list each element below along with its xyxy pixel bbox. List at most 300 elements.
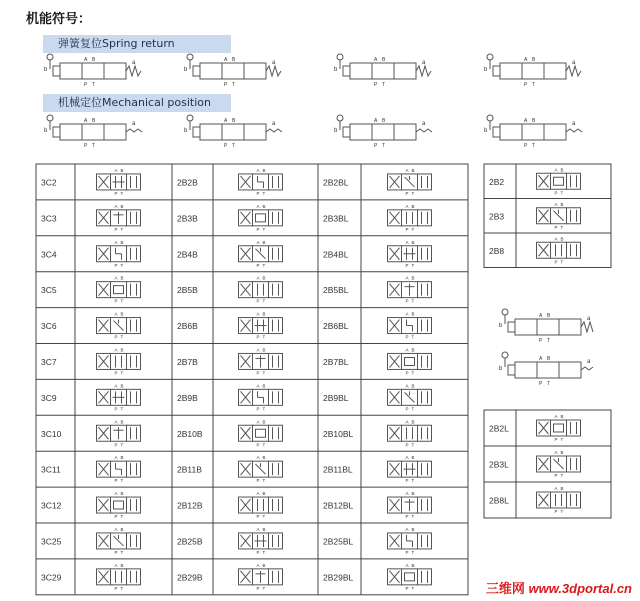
port-label-a: A bbox=[256, 419, 260, 425]
port-label-a: A bbox=[539, 356, 543, 362]
port-label-a: A bbox=[114, 419, 118, 425]
port-label-p: P bbox=[114, 478, 118, 484]
port-label-p: P bbox=[224, 143, 228, 149]
port-label-p: P bbox=[405, 262, 409, 268]
valve-function-symbol bbox=[97, 353, 141, 369]
solenoid-coil-icon bbox=[47, 54, 53, 60]
valve-box-center bbox=[111, 282, 127, 298]
valve-box-right bbox=[127, 497, 141, 513]
valve-position-box bbox=[559, 319, 581, 335]
actuator-box bbox=[193, 127, 200, 137]
model-code: 2B6B bbox=[177, 321, 198, 332]
port-label-t: T bbox=[411, 406, 415, 412]
port-label-t: T bbox=[411, 262, 415, 268]
port-label-a: A bbox=[554, 201, 558, 207]
port-label-b: B bbox=[560, 450, 564, 455]
valve-box-right bbox=[269, 569, 283, 585]
port-label-b: B bbox=[120, 239, 124, 245]
port-label-p: P bbox=[114, 190, 118, 196]
port-label-p: P bbox=[554, 473, 558, 478]
valve-box-right bbox=[269, 174, 283, 190]
port-label-a: A bbox=[114, 526, 118, 532]
watermark-url: www.3dportal.cn bbox=[528, 581, 632, 596]
port-label-t: T bbox=[92, 82, 96, 88]
port-label-p: P bbox=[114, 442, 118, 448]
port-label-p: P bbox=[256, 370, 260, 376]
solenoid-label-a: a bbox=[587, 316, 591, 322]
port-label-p: P bbox=[405, 442, 409, 448]
valve-position-box bbox=[60, 63, 82, 79]
model-code: 3C4 bbox=[41, 249, 57, 260]
model-code: 2B12BL bbox=[323, 500, 354, 511]
port-label-a: A bbox=[84, 118, 88, 124]
port-label-t: T bbox=[560, 509, 564, 514]
port-label-p: P bbox=[114, 334, 118, 340]
port-label-b: B bbox=[411, 419, 415, 425]
valve-function-symbol bbox=[239, 533, 283, 549]
valve-box-right bbox=[127, 282, 141, 298]
valve-position-box bbox=[104, 63, 126, 79]
port-label-a: A bbox=[114, 347, 118, 353]
valve-function-symbol bbox=[537, 208, 581, 224]
port-label-p: P bbox=[256, 585, 260, 591]
port-label-b: B bbox=[411, 347, 415, 353]
actuator-box bbox=[508, 365, 515, 375]
port-label-t: T bbox=[532, 143, 536, 149]
valve-function-symbol bbox=[388, 174, 432, 190]
port-label-a: A bbox=[405, 526, 409, 532]
port-label-t: T bbox=[411, 514, 415, 520]
port-label-t: T bbox=[411, 298, 415, 304]
port-label-t: T bbox=[120, 334, 124, 340]
port-label-b: B bbox=[547, 313, 551, 319]
solenoid-label-b: b bbox=[499, 323, 503, 329]
valve-position-box bbox=[372, 124, 394, 140]
valve-position-box bbox=[394, 63, 416, 79]
port-label-b: B bbox=[262, 526, 266, 532]
port-label-t: T bbox=[532, 82, 536, 88]
valve-position-box bbox=[537, 319, 559, 335]
port-label-t: T bbox=[120, 406, 124, 412]
valve-box-right bbox=[127, 533, 141, 549]
detent-icon bbox=[266, 129, 282, 132]
model-code: 2B7BL bbox=[323, 356, 349, 367]
valve-position-box bbox=[372, 63, 394, 79]
valve-box-right bbox=[127, 389, 141, 405]
port-label-a: A bbox=[554, 414, 558, 419]
port-label-p: P bbox=[554, 224, 558, 230]
model-code: 2B25BL bbox=[323, 536, 354, 547]
solenoid-coil-icon bbox=[47, 115, 53, 121]
model-code: 2B5BL bbox=[323, 285, 349, 296]
valve-position-box bbox=[350, 124, 372, 140]
port-label-a: A bbox=[114, 562, 118, 568]
port-label-t: T bbox=[120, 585, 124, 591]
port-label-a: A bbox=[256, 347, 260, 353]
port-label-t: T bbox=[411, 226, 415, 232]
port-label-p: P bbox=[114, 262, 118, 268]
valve-box-right bbox=[269, 461, 283, 477]
valve-box-right bbox=[127, 569, 141, 585]
port-label-p: P bbox=[256, 478, 260, 484]
valve-box-right bbox=[567, 242, 581, 258]
valve-function-symbol bbox=[239, 174, 283, 190]
port-label-p: P bbox=[554, 190, 558, 196]
valve-box-center bbox=[253, 425, 269, 441]
model-code: 2B10B bbox=[177, 428, 203, 439]
model-code: 2B2 bbox=[489, 176, 505, 187]
port-label-p: P bbox=[114, 514, 118, 520]
spring-icon bbox=[266, 66, 281, 76]
model-code: 3C10 bbox=[41, 428, 62, 439]
valve-position-box bbox=[82, 124, 104, 140]
port-label-b: B bbox=[560, 167, 564, 173]
port-label-p: P bbox=[256, 549, 260, 555]
port-label-b: B bbox=[411, 275, 415, 281]
model-code: 2B9BL bbox=[323, 392, 349, 403]
port-label-p: P bbox=[539, 338, 543, 344]
valve-function-symbol bbox=[239, 461, 283, 477]
port-label-t: T bbox=[262, 334, 266, 340]
valve-function-symbol bbox=[388, 389, 432, 405]
valve-function-symbol bbox=[537, 492, 581, 508]
valve-box-right bbox=[567, 208, 581, 224]
valve-position-box bbox=[522, 63, 544, 79]
port-label-t: T bbox=[262, 549, 266, 555]
port-label-b: B bbox=[411, 455, 415, 461]
port-label-a: A bbox=[405, 455, 409, 461]
port-label-t: T bbox=[120, 442, 124, 448]
port-label-p: P bbox=[405, 226, 409, 232]
valve-box-right bbox=[269, 282, 283, 298]
model-code: 2B8L bbox=[489, 495, 509, 506]
port-label-a: A bbox=[405, 311, 409, 317]
model-code: 3C5 bbox=[41, 285, 57, 296]
port-label-b: B bbox=[262, 167, 266, 173]
port-label-p: P bbox=[539, 381, 543, 387]
port-label-t: T bbox=[262, 370, 266, 376]
spring-icon bbox=[566, 66, 581, 76]
port-label-t: T bbox=[411, 442, 415, 448]
valve-box-right bbox=[418, 461, 432, 477]
valve-function-symbol bbox=[537, 173, 581, 189]
port-label-a: A bbox=[524, 57, 528, 63]
port-label-t: T bbox=[120, 549, 124, 555]
port-label-p: P bbox=[114, 406, 118, 412]
valve-function-symbol bbox=[97, 246, 141, 262]
port-label-a: A bbox=[374, 118, 378, 124]
valve-position-box bbox=[200, 63, 222, 79]
model-code: 2B2BL bbox=[323, 177, 349, 188]
port-label-t: T bbox=[411, 334, 415, 340]
port-label-p: P bbox=[405, 298, 409, 304]
valve-box-center bbox=[253, 282, 269, 298]
port-label-b: B bbox=[262, 203, 266, 209]
valve-position-box bbox=[544, 124, 566, 140]
actuator-box bbox=[193, 66, 200, 76]
port-label-p: P bbox=[554, 259, 558, 265]
port-label-b: B bbox=[411, 167, 415, 173]
port-label-t: T bbox=[92, 143, 96, 149]
model-code: 3C3 bbox=[41, 213, 57, 224]
spring-icon bbox=[126, 66, 141, 76]
port-label-b: B bbox=[382, 57, 386, 63]
valve-function-symbol bbox=[388, 497, 432, 513]
port-label-t: T bbox=[560, 437, 564, 442]
solenoid-label-b: b bbox=[334, 128, 338, 134]
valve-box-right bbox=[418, 174, 432, 190]
port-label-t: T bbox=[411, 190, 415, 196]
port-label-b: B bbox=[120, 491, 124, 497]
valve-box-right bbox=[418, 318, 432, 334]
port-label-a: A bbox=[114, 455, 118, 461]
solenoid-coil-icon bbox=[487, 115, 493, 121]
section-header-cn: 弹簧复位 bbox=[58, 37, 102, 50]
port-label-p: P bbox=[114, 585, 118, 591]
port-label-a: A bbox=[114, 167, 118, 173]
port-label-t: T bbox=[262, 406, 266, 412]
port-label-b: B bbox=[262, 455, 266, 461]
port-label-b: B bbox=[411, 491, 415, 497]
port-label-a: A bbox=[256, 275, 260, 281]
valve-function-symbol bbox=[239, 210, 283, 226]
port-label-t: T bbox=[411, 549, 415, 555]
watermark-cn: 三维网 bbox=[485, 581, 525, 596]
valve-function-symbol bbox=[388, 461, 432, 477]
valve-position-box bbox=[104, 124, 126, 140]
port-label-a: A bbox=[256, 311, 260, 317]
port-label-p: P bbox=[256, 298, 260, 304]
port-label-a: A bbox=[256, 167, 260, 173]
solenoid-coil-icon bbox=[337, 115, 343, 121]
valve-box-right bbox=[269, 389, 283, 405]
solenoid-label-b: b bbox=[484, 67, 488, 73]
solenoid-label-a: a bbox=[272, 121, 276, 127]
model-code: 3C11 bbox=[41, 464, 61, 475]
port-label-t: T bbox=[560, 259, 564, 265]
port-label-p: P bbox=[374, 82, 378, 88]
port-label-a: A bbox=[405, 239, 409, 245]
port-label-p: P bbox=[256, 226, 260, 232]
port-label-p: P bbox=[554, 509, 558, 514]
port-label-t: T bbox=[411, 370, 415, 376]
port-label-b: B bbox=[411, 383, 415, 389]
port-label-b: B bbox=[232, 57, 236, 63]
port-label-t: T bbox=[262, 585, 266, 591]
port-label-a: A bbox=[554, 486, 558, 491]
valve-box-right bbox=[418, 533, 432, 549]
valve-function-symbol bbox=[97, 569, 141, 585]
port-label-a: A bbox=[405, 203, 409, 209]
port-label-t: T bbox=[120, 514, 124, 520]
section-header-cn: 机械定位 bbox=[58, 96, 102, 109]
port-label-p: P bbox=[114, 298, 118, 304]
port-label-a: A bbox=[256, 526, 260, 532]
valve-box-right bbox=[127, 461, 141, 477]
port-label-a: A bbox=[554, 167, 558, 173]
valve-function-symbol bbox=[97, 461, 141, 477]
solenoid-coil-icon bbox=[487, 54, 493, 60]
valve-box-right bbox=[127, 246, 141, 262]
port-label-p: P bbox=[224, 82, 228, 88]
port-label-p: P bbox=[405, 514, 409, 520]
port-label-b: B bbox=[411, 203, 415, 209]
valve-box-right bbox=[418, 569, 432, 585]
valve-position-box bbox=[222, 63, 244, 79]
port-label-a: A bbox=[256, 239, 260, 245]
port-label-t: T bbox=[120, 226, 124, 232]
valve-function-symbol bbox=[239, 389, 283, 405]
port-label-a: A bbox=[114, 311, 118, 317]
port-label-p: P bbox=[524, 82, 528, 88]
port-label-a: A bbox=[256, 203, 260, 209]
valve-box-center bbox=[402, 353, 418, 369]
solenoid-label-a: a bbox=[572, 60, 576, 66]
port-label-b: B bbox=[120, 562, 124, 568]
model-code: 2B2L bbox=[489, 423, 509, 434]
port-label-a: A bbox=[114, 275, 118, 281]
model-code: 2B2B bbox=[177, 177, 198, 188]
model-code: 2B3L bbox=[489, 459, 509, 470]
section-header-en: Mechanical position bbox=[102, 96, 211, 109]
port-label-b: B bbox=[262, 562, 266, 568]
port-label-a: A bbox=[405, 383, 409, 389]
port-label-p: P bbox=[405, 190, 409, 196]
valve-function-symbol bbox=[239, 569, 283, 585]
valve-box-right bbox=[418, 282, 432, 298]
port-label-a: A bbox=[114, 491, 118, 497]
port-label-b: B bbox=[120, 455, 124, 461]
port-label-p: P bbox=[256, 514, 260, 520]
port-label-t: T bbox=[120, 190, 124, 196]
model-code: 2B25B bbox=[177, 536, 203, 547]
valve-position-box bbox=[544, 63, 566, 79]
port-label-b: B bbox=[120, 526, 124, 532]
port-label-a: A bbox=[405, 275, 409, 281]
port-label-t: T bbox=[262, 298, 266, 304]
valve-position-box bbox=[500, 124, 522, 140]
port-label-t: T bbox=[262, 190, 266, 196]
port-label-b: B bbox=[120, 347, 124, 353]
valve-box-right bbox=[269, 353, 283, 369]
valve-box-right bbox=[567, 420, 581, 436]
solenoid-coil-icon bbox=[502, 309, 508, 315]
valve-box-center bbox=[253, 210, 269, 226]
port-label-t: T bbox=[560, 224, 564, 230]
port-label-b: B bbox=[532, 118, 536, 124]
port-label-b: B bbox=[92, 57, 96, 63]
port-label-a: A bbox=[114, 203, 118, 209]
valve-function-symbol bbox=[97, 282, 141, 298]
valve-box-right bbox=[418, 210, 432, 226]
valve-box-center bbox=[111, 353, 127, 369]
port-label-b: B bbox=[262, 491, 266, 497]
section-header-en: Spring return bbox=[102, 37, 175, 50]
port-label-b: B bbox=[411, 526, 415, 532]
port-label-a: A bbox=[256, 491, 260, 497]
model-code: 2B3 bbox=[489, 211, 505, 222]
valve-box-center bbox=[402, 569, 418, 585]
valve-box-right bbox=[269, 318, 283, 334]
port-label-b: B bbox=[92, 118, 96, 124]
valve-function-symbol bbox=[388, 425, 432, 441]
valve-box-right bbox=[567, 456, 581, 472]
spring-icon bbox=[581, 322, 593, 332]
valve-position-box bbox=[222, 124, 244, 140]
detent-icon bbox=[126, 129, 142, 132]
model-code: 3C2 bbox=[41, 177, 57, 188]
port-label-p: P bbox=[114, 370, 118, 376]
spring-icon bbox=[416, 66, 431, 76]
port-label-t: T bbox=[262, 514, 266, 520]
port-label-p: P bbox=[524, 143, 528, 149]
port-label-p: P bbox=[256, 334, 260, 340]
solenoid-label-a: a bbox=[422, 121, 426, 127]
port-label-b: B bbox=[411, 562, 415, 568]
solenoid-label-b: b bbox=[184, 67, 188, 73]
port-label-a: A bbox=[539, 313, 543, 319]
model-code: 3C29 bbox=[41, 572, 62, 583]
valve-box-right bbox=[418, 497, 432, 513]
port-label-a: A bbox=[114, 239, 118, 245]
port-label-b: B bbox=[262, 239, 266, 245]
port-label-a: A bbox=[524, 118, 528, 124]
valve-function-symbol bbox=[537, 242, 581, 258]
port-label-b: B bbox=[560, 414, 564, 419]
port-label-a: A bbox=[374, 57, 378, 63]
valve-function-symbol bbox=[239, 497, 283, 513]
actuator-box bbox=[493, 66, 500, 76]
valve-box-right bbox=[127, 425, 141, 441]
port-label-b: B bbox=[560, 236, 564, 242]
port-label-t: T bbox=[547, 338, 551, 344]
valve-box-center bbox=[402, 210, 418, 226]
valve-function-symbol bbox=[97, 389, 141, 405]
port-label-t: T bbox=[262, 226, 266, 232]
port-label-a: A bbox=[405, 167, 409, 173]
port-label-t: T bbox=[120, 298, 124, 304]
port-label-t: T bbox=[120, 262, 124, 268]
port-label-p: P bbox=[405, 406, 409, 412]
valve-box-center bbox=[551, 420, 567, 436]
port-label-p: P bbox=[405, 549, 409, 555]
model-code: 2B29BL bbox=[323, 572, 354, 583]
port-label-a: A bbox=[256, 455, 260, 461]
port-label-a: A bbox=[405, 491, 409, 497]
solenoid-label-b: b bbox=[44, 67, 48, 73]
port-label-t: T bbox=[411, 478, 415, 484]
model-code: 2B11B bbox=[177, 464, 202, 475]
solenoid-label-a: a bbox=[422, 60, 426, 66]
valve-box-right bbox=[418, 246, 432, 262]
port-label-p: P bbox=[256, 406, 260, 412]
valve-function-symbol bbox=[388, 210, 432, 226]
port-label-b: B bbox=[262, 311, 266, 317]
port-label-t: T bbox=[232, 143, 236, 149]
valve-box-center bbox=[551, 173, 567, 189]
solenoid-label-b: b bbox=[184, 128, 188, 134]
watermark bbox=[486, 578, 632, 597]
valve-box-right bbox=[418, 425, 432, 441]
port-label-b: B bbox=[120, 383, 124, 389]
model-code: 2B7B bbox=[177, 356, 198, 367]
valve-box-right bbox=[269, 246, 283, 262]
model-code: 2B12B bbox=[177, 500, 203, 511]
valve-box-right bbox=[418, 353, 432, 369]
port-label-t: T bbox=[262, 478, 266, 484]
solenoid-label-a: a bbox=[272, 60, 276, 66]
solenoid-coil-icon bbox=[502, 352, 508, 358]
